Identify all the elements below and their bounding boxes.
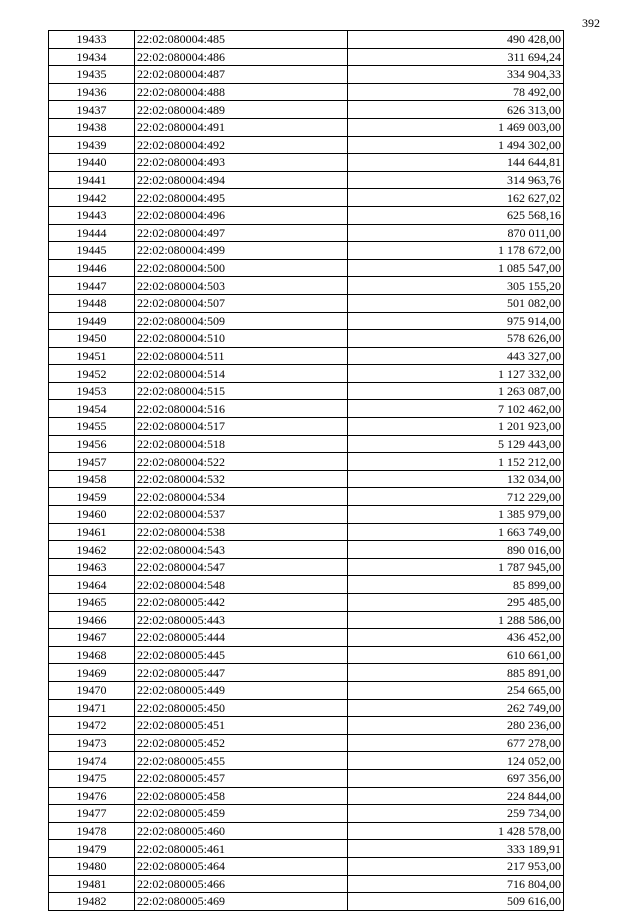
cadastral-number-cell: 22:02:080004:515 [135, 382, 348, 400]
table-row [49, 66, 564, 84]
cadastral-value-cell: 1 288 586,00 [348, 611, 564, 629]
row-number-cell: 19456 [49, 435, 135, 453]
cadastral-number-cell: 22:02:080004:499 [135, 242, 348, 260]
cadastral-value-cell: 1 201 923,00 [348, 418, 564, 436]
table-row [49, 840, 564, 858]
row-number-cell: 19477 [49, 805, 135, 823]
table-row [49, 347, 564, 365]
table-row [49, 312, 564, 330]
cadastral-value-cell: 1 787 945,00 [348, 558, 564, 576]
cadastral-number-cell: 22:02:080005:451 [135, 717, 348, 735]
cadastral-number-cell: 22:02:080004:516 [135, 400, 348, 418]
table-row [49, 101, 564, 119]
cadastral-value-cell: 217 953,00 [348, 857, 564, 875]
cadastral-number-cell: 22:02:080005:445 [135, 646, 348, 664]
row-number-cell: 19453 [49, 382, 135, 400]
table-row [49, 822, 564, 840]
table-row [49, 576, 564, 594]
cadastral-number-cell: 22:02:080004:487 [135, 66, 348, 84]
cadastral-number-cell: 22:02:080005:460 [135, 822, 348, 840]
row-number-cell: 19479 [49, 840, 135, 858]
cadastral-value-cell: 1 385 979,00 [348, 506, 564, 524]
cadastral-number-cell: 22:02:080004:494 [135, 171, 348, 189]
cadastral-value-cell: 697 356,00 [348, 769, 564, 787]
row-number-cell: 19465 [49, 594, 135, 612]
table-row [49, 154, 564, 172]
cadastral-number-cell: 22:02:080004:538 [135, 523, 348, 541]
table-row [49, 206, 564, 224]
cadastral-number-cell: 22:02:080005:469 [135, 893, 348, 911]
table-row [49, 136, 564, 154]
cadastral-value-cell: 890 016,00 [348, 541, 564, 559]
cadastral-number-cell: 22:02:080005:458 [135, 787, 348, 805]
cadastral-number-cell: 22:02:080004:548 [135, 576, 348, 594]
row-number-cell: 19478 [49, 822, 135, 840]
table-row [49, 435, 564, 453]
cadastral-number-cell: 22:02:080004:495 [135, 189, 348, 207]
row-number-cell: 19441 [49, 171, 135, 189]
cadastral-value-cell: 1 085 547,00 [348, 259, 564, 277]
cadastral-number-cell: 22:02:080005:452 [135, 734, 348, 752]
row-number-cell: 19459 [49, 488, 135, 506]
table-row [49, 171, 564, 189]
row-number-cell: 19463 [49, 558, 135, 576]
table-row [49, 594, 564, 612]
table-row [49, 805, 564, 823]
row-number-cell: 19439 [49, 136, 135, 154]
cadastral-number-cell: 22:02:080005:461 [135, 840, 348, 858]
cadastral-value-cell: 716 804,00 [348, 875, 564, 893]
cadastral-value-cell: 1 663 749,00 [348, 523, 564, 541]
row-number-cell: 19482 [49, 893, 135, 911]
row-number-cell: 19454 [49, 400, 135, 418]
row-number-cell: 19476 [49, 787, 135, 805]
cadastral-number-cell: 22:02:080004:503 [135, 277, 348, 295]
row-number-cell: 19446 [49, 259, 135, 277]
cadastral-number-cell: 22:02:080005:466 [135, 875, 348, 893]
cadastral-value-cell: 509 616,00 [348, 893, 564, 911]
table-row [49, 681, 564, 699]
table-row [49, 488, 564, 506]
row-number-cell: 19442 [49, 189, 135, 207]
row-number-cell: 19435 [49, 66, 135, 84]
row-number-cell: 19469 [49, 664, 135, 682]
cadastral-value-cell: 311 694,24 [348, 48, 564, 66]
cadastral-number-cell: 22:02:080004:492 [135, 136, 348, 154]
cadastral-value-cell: 224 844,00 [348, 787, 564, 805]
cadastral-number-cell: 22:02:080004:496 [135, 206, 348, 224]
cadastral-number-cell: 22:02:080004:547 [135, 558, 348, 576]
table-row [49, 611, 564, 629]
row-number-cell: 19458 [49, 470, 135, 488]
cadastral-number-cell: 22:02:080005:443 [135, 611, 348, 629]
table-row [49, 769, 564, 787]
cadastral-value-cell: 578 626,00 [348, 330, 564, 348]
row-number-cell: 19480 [49, 857, 135, 875]
table-row [49, 523, 564, 541]
cadastral-value-cell: 334 904,33 [348, 66, 564, 84]
cadastral-number-cell: 22:02:080004:511 [135, 347, 348, 365]
cadastral-number-cell: 22:02:080005:464 [135, 857, 348, 875]
cadastral-value-cell: 677 278,00 [348, 734, 564, 752]
row-number-cell: 19455 [49, 418, 135, 436]
row-number-cell: 19474 [49, 752, 135, 770]
cadastral-number-cell: 22:02:080004:488 [135, 83, 348, 101]
table-body [49, 31, 564, 911]
cadastral-value-cell: 1 469 003,00 [348, 118, 564, 136]
table-row [49, 48, 564, 66]
table-row [49, 259, 564, 277]
table-row [49, 382, 564, 400]
cadastral-value-cell: 262 749,00 [348, 699, 564, 717]
table-row [49, 558, 564, 576]
row-number-cell: 19450 [49, 330, 135, 348]
table-row [49, 629, 564, 647]
cadastral-value-cell: 712 229,00 [348, 488, 564, 506]
cadastral-value-cell: 295 485,00 [348, 594, 564, 612]
row-number-cell: 19475 [49, 769, 135, 787]
row-number-cell: 19449 [49, 312, 135, 330]
table-row [49, 189, 564, 207]
row-number-cell: 19448 [49, 294, 135, 312]
cadastral-value-cell: 1 152 212,00 [348, 453, 564, 471]
row-number-cell: 19467 [49, 629, 135, 647]
cadastral-value-cell: 259 734,00 [348, 805, 564, 823]
table-row [49, 787, 564, 805]
cadastral-value-cell: 1 127 332,00 [348, 365, 564, 383]
table-row [49, 453, 564, 471]
row-number-cell: 19473 [49, 734, 135, 752]
cadastral-value-cell: 144 644,81 [348, 154, 564, 172]
row-number-cell: 19444 [49, 224, 135, 242]
cadastral-value-cell: 975 914,00 [348, 312, 564, 330]
cadastral-value-cell: 610 661,00 [348, 646, 564, 664]
table-row [49, 31, 564, 49]
cadastral-number-cell: 22:02:080004:537 [135, 506, 348, 524]
cadastral-number-cell: 22:02:080004:522 [135, 453, 348, 471]
cadastral-value-cell: 254 665,00 [348, 681, 564, 699]
table-row [49, 664, 564, 682]
row-number-cell: 19434 [49, 48, 135, 66]
cadastral-value-cell: 5 129 443,00 [348, 435, 564, 453]
cadastral-number-cell: 22:02:080005:457 [135, 769, 348, 787]
cadastral-value-cell: 78 492,00 [348, 83, 564, 101]
table-row [49, 400, 564, 418]
table-row [49, 646, 564, 664]
row-number-cell: 19472 [49, 717, 135, 735]
row-number-cell: 19468 [49, 646, 135, 664]
row-number-cell: 19440 [49, 154, 135, 172]
row-number-cell: 19445 [49, 242, 135, 260]
row-number-cell: 19471 [49, 699, 135, 717]
table-row [49, 365, 564, 383]
cadastral-number-cell: 22:02:080004:485 [135, 31, 348, 49]
table-row [49, 224, 564, 242]
cadastral-value-cell: 305 155,20 [348, 277, 564, 295]
table-row [49, 752, 564, 770]
cadastral-value-cell: 7 102 462,00 [348, 400, 564, 418]
cadastral-value-cell: 1 178 672,00 [348, 242, 564, 260]
row-number-cell: 19436 [49, 83, 135, 101]
cadastral-number-cell: 22:02:080005:459 [135, 805, 348, 823]
cadastral-number-cell: 22:02:080004:507 [135, 294, 348, 312]
table-row [49, 734, 564, 752]
row-number-cell: 19452 [49, 365, 135, 383]
cadastral-number-cell: 22:02:080004:543 [135, 541, 348, 559]
cadastral-number-cell: 22:02:080005:442 [135, 594, 348, 612]
cadastral-value-cell: 870 011,00 [348, 224, 564, 242]
cadastral-number-cell: 22:02:080004:497 [135, 224, 348, 242]
cadastral-number-cell: 22:02:080004:491 [135, 118, 348, 136]
row-number-cell: 19462 [49, 541, 135, 559]
cadastral-number-cell: 22:02:080004:534 [135, 488, 348, 506]
cadastral-number-cell: 22:02:080005:447 [135, 664, 348, 682]
table-row [49, 470, 564, 488]
table-row [49, 541, 564, 559]
row-number-cell: 19451 [49, 347, 135, 365]
cadastral-value-cell: 490 428,00 [348, 31, 564, 49]
row-number-cell: 19433 [49, 31, 135, 49]
row-number-cell: 19460 [49, 506, 135, 524]
cadastral-value-cell: 333 189,91 [348, 840, 564, 858]
table-row [49, 83, 564, 101]
page-number: 392 [582, 16, 600, 30]
cadastral-value-cell: 443 327,00 [348, 347, 564, 365]
cadastral-value-cell: 885 891,00 [348, 664, 564, 682]
cadastral-number-cell: 22:02:080005:444 [135, 629, 348, 647]
table-row [49, 875, 564, 893]
cadastral-value-cell: 1 494 302,00 [348, 136, 564, 154]
table-row [49, 330, 564, 348]
row-number-cell: 19461 [49, 523, 135, 541]
cadastral-value-cell: 314 963,76 [348, 171, 564, 189]
row-number-cell: 19447 [49, 277, 135, 295]
cadastral-number-cell: 22:02:080004:486 [135, 48, 348, 66]
row-number-cell: 19457 [49, 453, 135, 471]
cadastral-number-cell: 22:02:080005:450 [135, 699, 348, 717]
row-number-cell: 19438 [49, 118, 135, 136]
cadastral-number-cell: 22:02:080004:532 [135, 470, 348, 488]
table-row [49, 857, 564, 875]
row-number-cell: 19437 [49, 101, 135, 119]
row-number-cell: 19443 [49, 206, 135, 224]
table-row [49, 277, 564, 295]
cadastral-number-cell: 22:02:080004:514 [135, 365, 348, 383]
cadastral-number-cell: 22:02:080004:517 [135, 418, 348, 436]
cadastral-value-cell: 1 428 578,00 [348, 822, 564, 840]
cadastral-number-cell: 22:02:080004:489 [135, 101, 348, 119]
row-number-cell: 19464 [49, 576, 135, 594]
cadastral-value-cell: 132 034,00 [348, 470, 564, 488]
table-row [49, 242, 564, 260]
cadastral-value-cell: 1 263 087,00 [348, 382, 564, 400]
table-row [49, 118, 564, 136]
cadastral-value-cell: 436 452,00 [348, 629, 564, 647]
cadastral-number-cell: 22:02:080004:510 [135, 330, 348, 348]
cadastral-value-cell: 280 236,00 [348, 717, 564, 735]
row-number-cell: 19470 [49, 681, 135, 699]
cadastral-number-cell: 22:02:080004:493 [135, 154, 348, 172]
cadastral-value-cell: 162 627,02 [348, 189, 564, 207]
table-row [49, 418, 564, 436]
table-row [49, 294, 564, 312]
cadastral-number-cell: 22:02:080004:518 [135, 435, 348, 453]
cadastral-number-cell: 22:02:080005:455 [135, 752, 348, 770]
cadastral-value-cell: 501 082,00 [348, 294, 564, 312]
cadastral-value-cell: 625 568,16 [348, 206, 564, 224]
cadastral-value-cell: 124 052,00 [348, 752, 564, 770]
table-row [49, 699, 564, 717]
cadastral-value-cell: 626 313,00 [348, 101, 564, 119]
cadastral-number-cell: 22:02:080004:509 [135, 312, 348, 330]
cadastral-value-table [48, 30, 564, 911]
cadastral-number-cell: 22:02:080004:500 [135, 259, 348, 277]
table-row [49, 506, 564, 524]
cadastral-value-cell: 85 899,00 [348, 576, 564, 594]
cadastral-number-cell: 22:02:080005:449 [135, 681, 348, 699]
table-row [49, 893, 564, 911]
row-number-cell: 19466 [49, 611, 135, 629]
table-row [49, 717, 564, 735]
row-number-cell: 19481 [49, 875, 135, 893]
